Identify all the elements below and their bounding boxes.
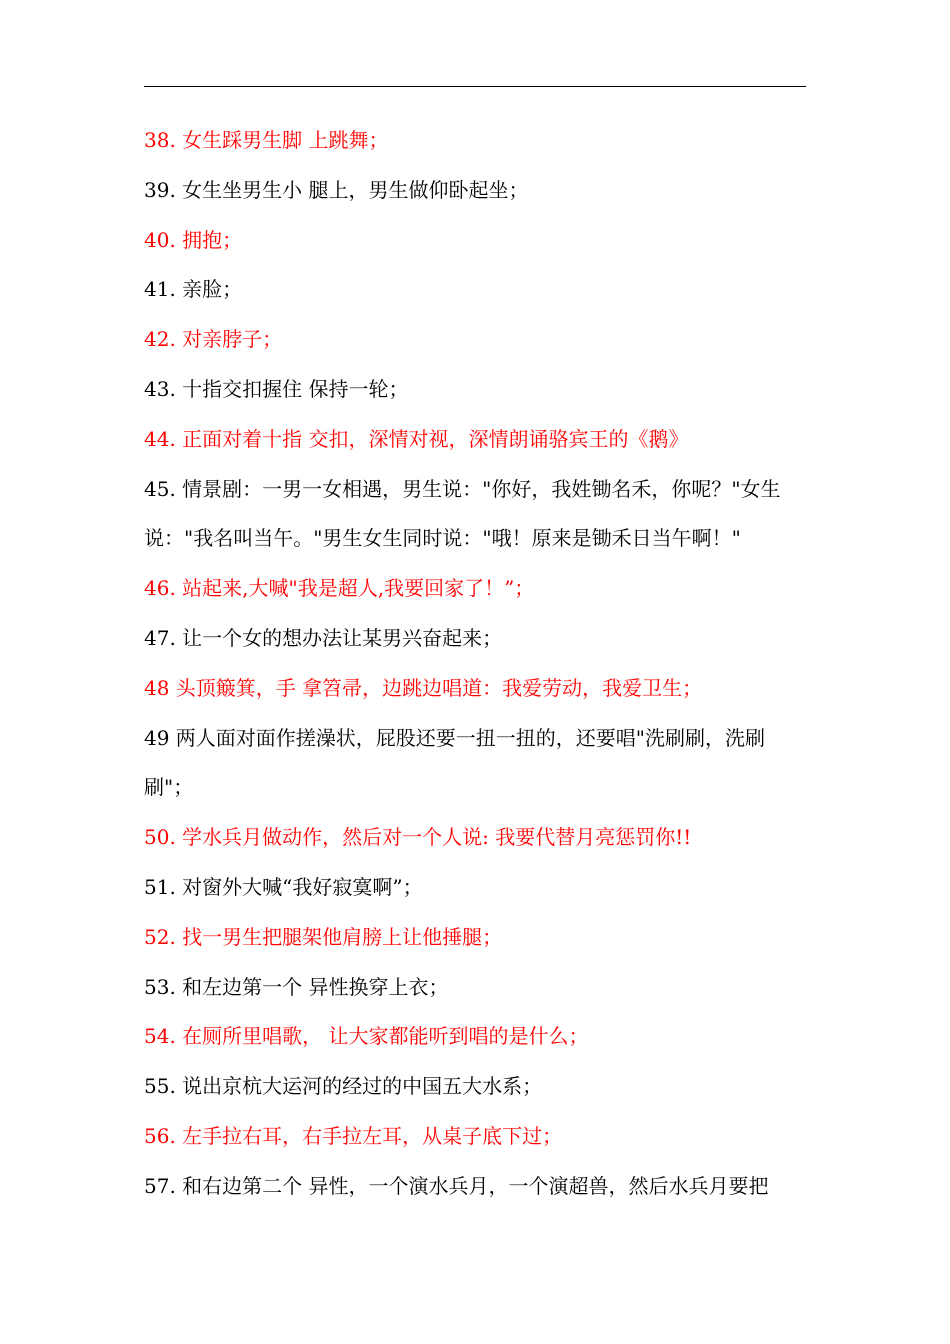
text-line: 53. 和左边第一个 异性换穿上衣； (144, 974, 449, 999)
text-line: 刷"； (144, 775, 194, 800)
text-line: 49 两人面对面作搓澡状，屁股还要一扭一扭的，还要唱"洗刷刷，洗刷 (144, 725, 766, 750)
text-line: 55. 说出京杭大运河的经过的中国五大水系； (144, 1074, 543, 1099)
text-line: 43. 十指交扣握住 保持一轮； (144, 376, 409, 401)
text-line: 48 头顶簸箕，手 拿笤帚，边跳边唱道：我爱劳动，我爱卫生； (144, 675, 703, 700)
text-line: 54. 在厕所里唱歌， 让大家都能听到唱的是什么； (144, 1024, 589, 1049)
header-rule (144, 86, 806, 87)
text-line: 41. 亲脸； (144, 277, 243, 302)
text-line: 46. 站起来,大喊"我是超人,我要回家了！”； (144, 576, 535, 601)
text-line: 57. 和右边第二个 异性，一个演水兵月，一个演超兽，然后水兵月要把 (144, 1173, 769, 1198)
text-line: 42. 对亲脖子； (144, 327, 283, 352)
text-line: 说："我名叫当午。"男生女生同时说："哦！原来是锄禾日当午啊！" (144, 526, 741, 551)
document-body (144, 116, 808, 1212)
text-line: 45. 情景剧：一男一女相遇，男生说："你好，我姓锄名禾，你呢？"女生 (144, 476, 781, 501)
text-line: 56. 左手拉右耳，右手拉左耳，从桌子底下过； (144, 1123, 563, 1148)
text-line: 51. 对窗外大喊“我好寂寞啊”； (144, 874, 423, 899)
text-line: 44. 正面对着十指 交扣，深情对视，深情朗诵骆宾王的《鹅》 (144, 426, 689, 451)
text-line: 52. 找一男生把腿架他肩膀上让他捶腿； (144, 924, 503, 949)
text-line: 40. 拥抱； (144, 227, 243, 252)
text-line: 39. 女生坐男生小 腿上，男生做仰卧起坐； (144, 177, 529, 202)
text-line: 47. 让一个女的想办法让某男兴奋起来； (144, 625, 503, 650)
text-line: 38. 女生踩男生脚 上跳舞； (144, 128, 389, 152)
text-line: 50. 学水兵月做动作，然后对一个人说: 我要代替月亮惩罚你!! (144, 825, 692, 850)
